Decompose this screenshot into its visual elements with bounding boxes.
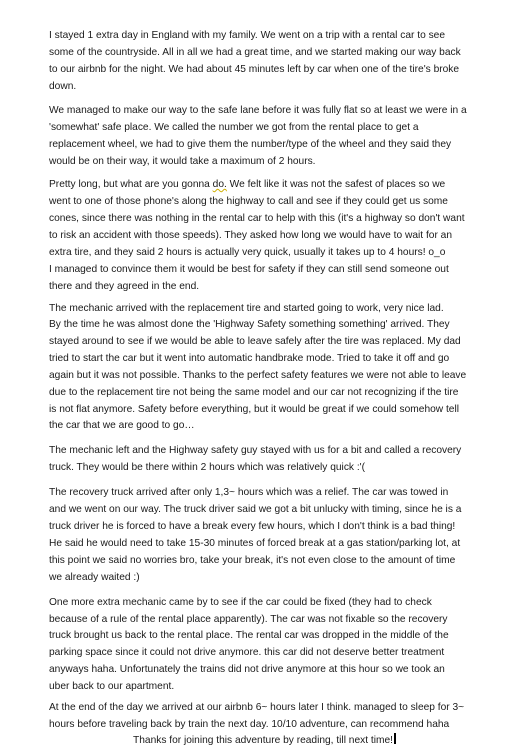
closing-line-text: Thanks for joining this adventure by reading, till next time! xyxy=(133,735,393,746)
closing-line xyxy=(0,733,529,748)
paragraph-4-line-6: due to the replacement tire not being the same model and our car not recognizing if the tire xyxy=(49,387,459,398)
paragraph-3-line-1-prefix: Pretty long, but what are you gonna xyxy=(49,179,213,190)
paragraph-1-line-3: to our airbnb for the night. We had about 45 minutes left by car when one of the tire's broke xyxy=(49,64,460,75)
paragraph-6-line-6: we already waited :) xyxy=(49,572,140,583)
paragraph-6-line-5: this point we said no worries bro, take your break, it's not even close to the amount of time xyxy=(49,555,456,566)
paragraph-7-line-4: parking space since it could not drive anymore. this car did not deserve better treatment xyxy=(49,647,445,658)
paragraph-3-line-5: extra tire, and they said 2 hours is actually very quick, usually it takes up to 4 hours! o_o xyxy=(49,247,446,258)
paragraph-3-line-6: I managed to convince them it would be best for safety if they can still send someone out xyxy=(49,264,449,275)
paragraph-6-line-4: He said he would need to take 15-30 minutes of forced break at a gas station/parking lot, at xyxy=(49,538,461,549)
paragraph-4-line-8: the car that we are good to go… xyxy=(49,420,195,431)
paragraph-5-line-2: truck. They would be there within 2 hours which was relatively quick :'( xyxy=(49,462,366,473)
paragraph-2-line-4: would be on their way, it would take a maximum of 2 hours. xyxy=(49,156,316,167)
paragraph-4-line-4: tried to start the car but it went into automatic handbrake mode. Tried to take it off and go xyxy=(49,353,450,364)
paragraph-3-line-3: cones, since there was nothing in the rental car to help with this (it's a highway so don't want xyxy=(49,213,465,224)
paragraph-3-line-1-suffix: We felt like it was not the safest of places so we xyxy=(226,179,446,190)
paragraph-3-line-1 xyxy=(49,178,445,192)
paragraph-8-line-1: At the end of the day we arrived at our airbnb 6~ hours later I think. managed to sleep for 3~ xyxy=(49,702,465,713)
paragraph-7-line-6: uber back to our apartment. xyxy=(49,681,175,692)
paragraph-2-line-1: We managed to make our way to the safe lane before it was fully flat so at least we were in a xyxy=(49,105,467,116)
paragraph-4-line-7: is not flat anymore. Safety before everything, but it would be great if we could somehow tell xyxy=(49,404,459,415)
paragraph-5-line-1: The mechanic left and the Highway safety guy stayed with us for a bit and called a recovery xyxy=(49,445,462,456)
paragraph-2-line-2: 'somewhat' safe place. We called the number we got from the rental place to get a xyxy=(49,122,419,133)
paragraph-1-line-4: down. xyxy=(49,81,77,92)
paragraph-7-line-3: truck brought us back to the rental place. The rental car was dropped in the middle of the xyxy=(49,630,449,641)
paragraph-6-line-1: The recovery truck arrived after only 1,3~ hours which was a relief. The car was towed in xyxy=(49,487,449,498)
paragraph-2-line-3: replacement wheel, we had to give them the number/type of the wheel and they said they xyxy=(49,139,452,150)
paragraph-7-line-1: One more extra mechanic came by to see if the car could be fixed (they had to check xyxy=(49,597,432,608)
paragraph-3-line-4: to risk an accident with those speeds). They asked how long we would have to wait for an xyxy=(49,230,453,241)
paragraph-3-line-7: there and they agreed in the end. xyxy=(49,281,200,292)
paragraph-4-line-3: stayed around to see if we would be able to leave safely after the tire was replaced. My dad xyxy=(49,336,461,347)
text-cursor xyxy=(394,733,396,744)
paragraph-4-line-1: The mechanic arrived with the replacement tire and started going to work, very nice lad. xyxy=(49,303,444,314)
paragraph-7-line-2: because of a rule of the rental place apparently). The car was not fixable so the recovery xyxy=(49,614,448,625)
paragraph-4-line-5: again but it was not possible. Thanks to the perfect safety features we were not able to leave xyxy=(49,370,467,381)
spelling-flag-word[interactable]: do. xyxy=(212,179,227,190)
paragraph-8-line-2: hours before traveling back by train the next day. 10/10 adventure, can recommend haha xyxy=(49,719,450,730)
paragraph-7-line-5: anyways haha. Unfortunately the trains did not drive anymore at this hour so we took an xyxy=(49,664,445,675)
paragraph-1-line-1: I stayed 1 extra day in England with my family. We went on a trip with a rental car to see xyxy=(49,30,445,41)
paragraph-6-line-3: truck driver he is forced to have a break every few hours, which I don't think is a bad thing! xyxy=(49,521,456,532)
paragraph-6-line-2: and we went on our way. The truck driver said we got a bit unlucky with timing, since he is a xyxy=(49,504,462,515)
paragraph-1-line-2: some of the countryside. All in all we had a great time, and we started making our way back xyxy=(49,47,461,58)
paragraph-4-line-2: By the time he was almost done the 'Highway Safety something something' arrived. They xyxy=(49,319,450,330)
paragraph-3-line-2: went to one of those phone's along the highway to call and see if they could get us some xyxy=(49,196,448,207)
